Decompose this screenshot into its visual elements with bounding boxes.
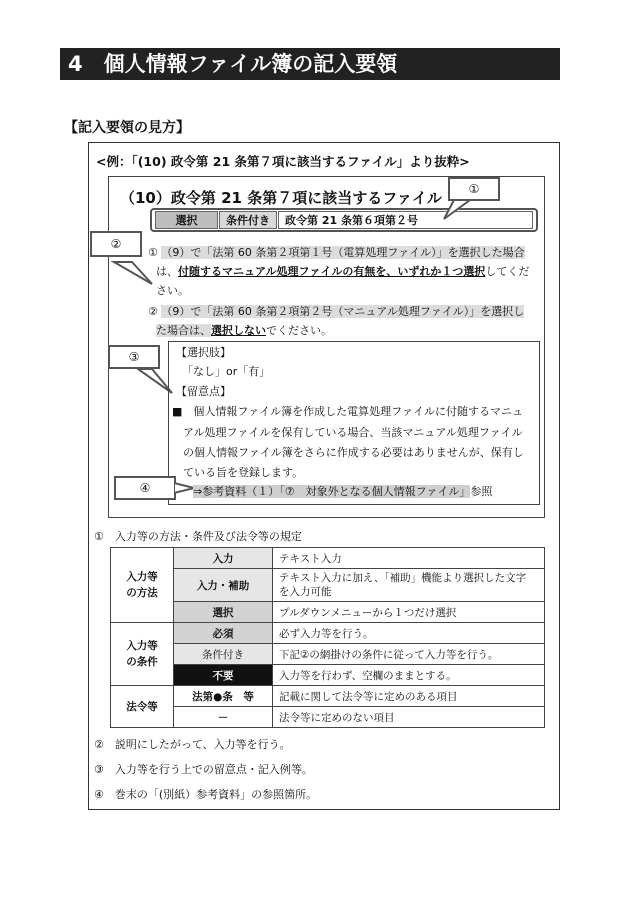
item-2-line-2 — [156, 321, 332, 340]
options-values: 「なし」or「有」 — [182, 365, 271, 378]
desc-input: テキスト入力 — [273, 548, 545, 569]
item-1-post: してくだ — [485, 265, 530, 278]
reference-line — [193, 483, 492, 500]
key-law: 法第●条 等 — [174, 686, 273, 707]
item-1-line-1 — [148, 243, 525, 262]
key-no-law: － — [174, 707, 273, 728]
item-2-pre: た場合は、 — [156, 324, 211, 337]
key-conditional: 条件付き — [174, 644, 273, 665]
legend-item-2: ② 説明にしたがって、入力等を行う。 — [94, 738, 291, 751]
item-2-condition: （9）で「法第 60 条第２項第２号（マニュアル処理ファイル）」を選択し — [161, 305, 525, 318]
desc-input-assist: テキスト入力に加え、「補助」機能より選択した文字 を入力可能 — [273, 569, 545, 602]
legend-item-1: ① 入力等の方法・条件及び法令等の規定 — [94, 530, 302, 543]
legend-item-4: ④ 巻末の「(別紙）参考資料」の参照箇所。 — [94, 788, 318, 801]
item-1-condition: （9）で「法第 60 条第２項第１号（電算処理ファイル）」を選択した場合 — [161, 246, 525, 259]
notes-line-1: ■ 個人情報ファイル簿を作成した電算処理ファイルに付随するマニュ — [172, 405, 523, 418]
desc-required: 必ず入力等を行う。 — [273, 623, 545, 644]
desc-law: 記載に関して法令等に定めのある項目 — [273, 686, 545, 707]
legend-item-3: ③ 入力等を行う上での留意点・記入例等。 — [94, 763, 313, 776]
key-select: 選択 — [174, 602, 273, 623]
group-condition: 入力等 の条件 — [111, 623, 174, 686]
item-2-post: でください。 — [266, 324, 332, 337]
tag-conditional: 条件付き — [219, 211, 277, 229]
item-1-number: ① — [148, 246, 158, 259]
tag-select: 選択 — [155, 211, 218, 229]
item-1-line-2 — [156, 262, 529, 281]
desc-conditional: 下記②の網掛けの条件に従って入力等を行う。 — [273, 644, 545, 665]
callout-3: ③ — [108, 345, 160, 369]
spec-table — [110, 547, 545, 728]
options-label: 【選択肢】 — [176, 346, 231, 359]
group-method: 入力等 の方法 — [111, 548, 174, 623]
excerpt-heading: （10）政令第 21 条第７項に該当するファイル — [120, 189, 442, 207]
notes-line-4: ている旨を登録します。 — [183, 466, 304, 479]
key-input-assist: 入力・補助 — [174, 569, 273, 602]
desc-not-required: 入力等を行わず、空欄のままとする。 — [273, 665, 545, 686]
item-2-number: ② — [148, 305, 158, 318]
item-1-pre: は、 — [156, 265, 178, 278]
desc-select: プルダウンメニューから１つだけ選択 — [273, 602, 545, 623]
example-title: <例：「(10) 政令第 21 条第７項に該当するファイル」より抜粋> — [96, 154, 470, 169]
callout-1: ① — [448, 177, 500, 201]
callout-2: ② — [90, 231, 142, 257]
tag-law-ref: 政令第 21 条第６項第２号 — [278, 211, 533, 229]
key-not-required: 不要 — [174, 665, 273, 686]
item-1-line-3: さい。 — [156, 284, 189, 297]
item-2-emphasis: 選択しない — [211, 324, 266, 337]
page-title: 4 個人情報ファイル簿の記入要領 — [60, 48, 560, 80]
notes-line-2: アル処理ファイルを保有している場合、当該マニュアル処理ファイル — [183, 426, 523, 439]
desc-no-law: 法令等に定めのない項目 — [273, 707, 545, 728]
item-1-emphasis: 付随するマニュアル処理ファイルの有無を、いずれか１つ選択 — [178, 265, 486, 278]
key-input: 入力 — [174, 548, 273, 569]
group-law: 法令等 — [111, 686, 174, 728]
item-2-line-1 — [148, 302, 524, 321]
notes-line-3: の個人情報ファイル簿をさらに作成する必要はありませんが、保有し — [183, 446, 524, 459]
reference-suffix: 参照 — [470, 485, 493, 498]
key-required: 必須 — [174, 623, 273, 644]
callout-4: ④ — [114, 476, 176, 500]
notes-label: 【留意点】 — [176, 385, 231, 398]
section-heading: 【記入要領の見方】 — [64, 120, 190, 136]
reference-link: ⇒参考資料（１）「⑦ 対象外となる個人情報ファイル」 — [193, 485, 471, 498]
